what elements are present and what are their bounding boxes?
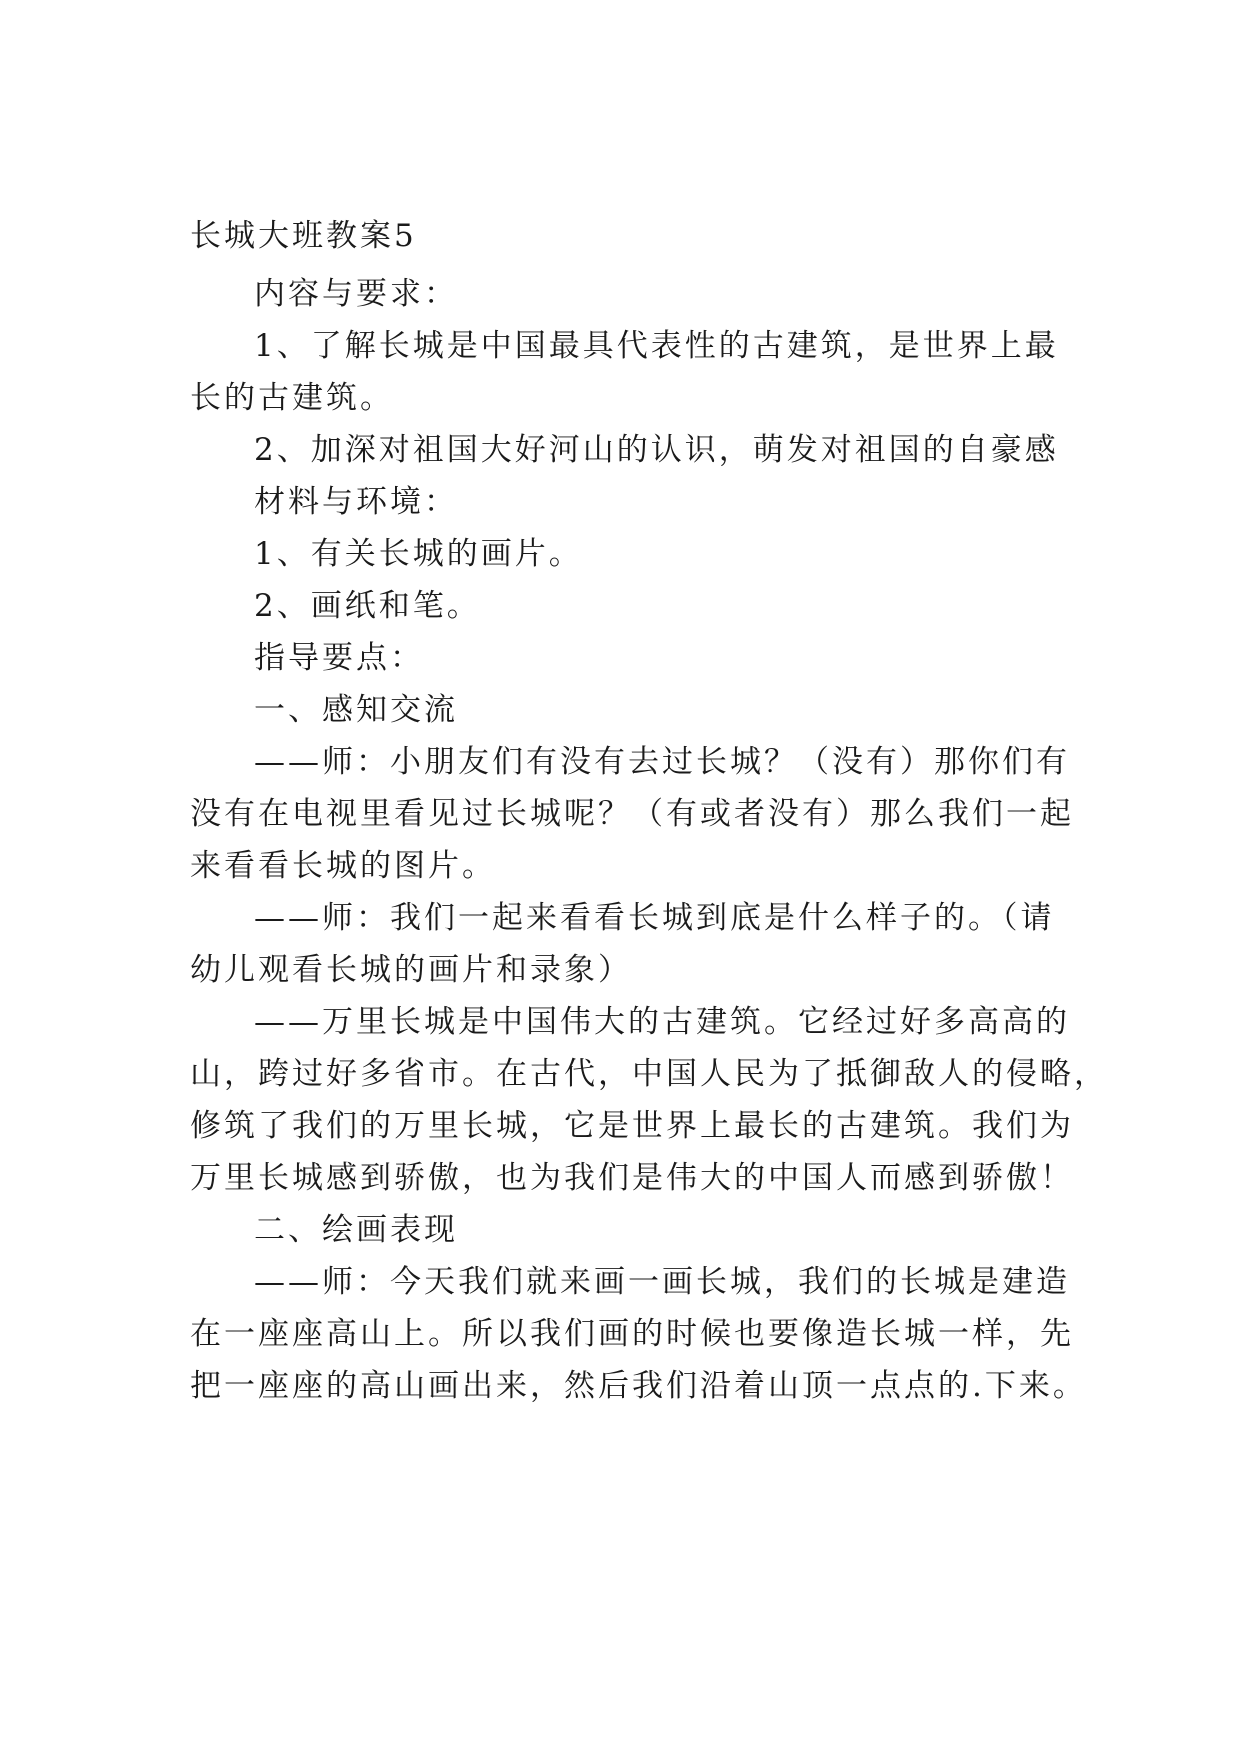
paragraph-line: ——万里长城是中国伟大的古建筑。它经过好多高高的	[254, 1004, 1070, 1040]
section-heading-materials: 材料与环境：	[254, 484, 458, 520]
paragraph-line: 2、加深对祖国大好河山的认识，萌发对祖国的自豪感	[254, 432, 1059, 468]
paragraph-line: ——师：我们一起来看看长城到底是什么样子的。（请	[254, 900, 1055, 936]
paragraph-line: 万里长城感到骄傲，也为我们是伟大的中国人而感到骄傲！	[190, 1160, 1074, 1196]
paragraph-line: 长的古建筑。	[190, 380, 394, 416]
section-heading-content-requirements: 内容与要求：	[254, 276, 458, 312]
paragraph-line: 幼儿观看长城的画片和录象）	[190, 952, 632, 988]
section-heading-guidance: 指导要点：	[254, 640, 424, 676]
paragraph-line: 在一座座高山上。所以我们画的时候也要像造长城一样，先	[190, 1316, 1074, 1352]
paragraph-line: 2、画纸和笔。	[254, 588, 481, 624]
paragraph-line: 1、有关长城的画片。	[254, 536, 583, 572]
paragraph-line: 没有在电视里看见过长城呢？（有或者没有）那么我们一起	[190, 796, 1074, 832]
paragraph-line: 1、了解长城是中国最具代表性的古建筑，是世界上最	[254, 328, 1059, 364]
paragraph-line: 来看看长城的图片。	[190, 848, 496, 884]
section-heading-perception: 一、感知交流	[254, 692, 458, 728]
document-title: 长城大班教案5	[190, 218, 417, 254]
paragraph-line: 修筑了我们的万里长城，它是世界上最长的古建筑。我们为	[190, 1108, 1074, 1144]
paragraph-line: 把一座座的高山画出来，然后我们沿着山顶一点点的.下来。	[190, 1368, 1087, 1404]
section-heading-drawing: 二、绘画表现	[254, 1212, 458, 1248]
paragraph-line: 山，跨过好多省市。在古代，中国人民为了抵御敌人的侵略，	[190, 1056, 1108, 1092]
paragraph-line: ——师：小朋友们有没有去过长城？（没有）那你们有	[254, 744, 1070, 780]
paragraph-line: ——师：今天我们就来画一画长城，我们的长城是建造	[254, 1264, 1070, 1300]
